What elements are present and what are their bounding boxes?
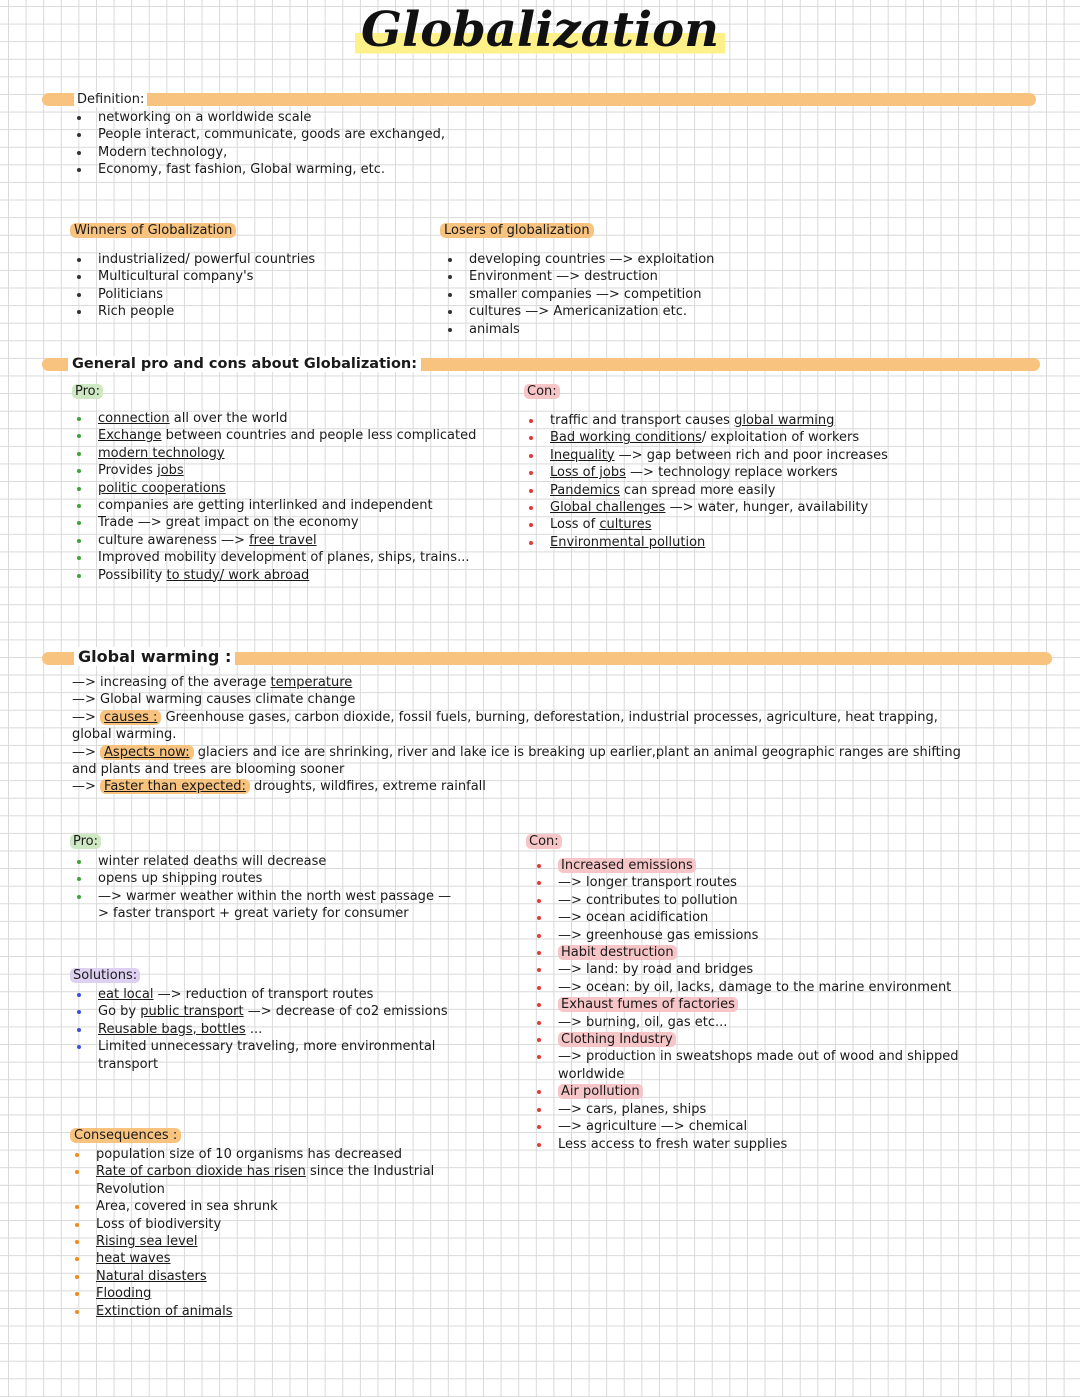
- list-item: Modern technology,: [74, 144, 634, 161]
- list-item: Go by public transport —> decrease of co2 emissions: [74, 1003, 494, 1020]
- list-item: population size of 10 organisms has decreased: [72, 1146, 492, 1163]
- list-item: Rate of carbon dioxide has risen since the Industrial Revolution: [72, 1163, 492, 1198]
- list-item: —> burning, oil, gas etc...: [534, 1014, 1004, 1031]
- list-item: developing countries —> exploitation: [445, 251, 845, 268]
- list-item: —> cars, planes, ships: [534, 1101, 1004, 1118]
- list-item: winter related deaths will decrease: [74, 853, 454, 870]
- list-item: Increased emissions: [534, 857, 1004, 874]
- list-item: Rich people: [74, 303, 414, 320]
- list-item: —> land: by road and bridges: [534, 961, 1004, 978]
- consequences-label: Consequences :: [70, 1128, 181, 1143]
- general-pro-label: Pro:: [72, 384, 103, 399]
- winners-label: Winners of Globalization: [70, 223, 236, 238]
- list-item: Environmental pollution: [526, 534, 966, 551]
- list-item: —> agriculture —> chemical: [534, 1118, 1004, 1135]
- list-item: Less access to fresh water supplies: [534, 1136, 1004, 1153]
- list-item: People interact, communicate, goods are exchanged,: [74, 126, 634, 143]
- gw-con-label: Con:: [526, 834, 562, 849]
- warming-line: —> causes : Greenhouse gases, carbon dioxide, fossil fuels, burning, deforestation, industrial processes, agriculture, heat trapping, global warming.: [72, 709, 938, 743]
- warming-line: —> Faster than expected: droughts, wildfires, extreme rainfall: [72, 779, 486, 795]
- general-heading: General pro and cons about Globalization:: [68, 356, 421, 372]
- warming-text: [72, 674, 977, 796]
- consequences-list: [72, 1146, 492, 1320]
- warming-line: —> Aspects now: glaciers and ice are shrinking, river and lake ice is breaking up earlier,plant an animal geographic ranges are shifting and plants and trees are blooming sooner: [72, 744, 961, 778]
- list-item: Global challenges —> water, hunger, availability: [526, 499, 966, 516]
- page-title-text: Globalization: [355, 2, 725, 58]
- losers-label: Losers of globalization: [440, 223, 594, 238]
- list-item: Inequality —> gap between rich and poor increases: [526, 447, 966, 464]
- losers-list: [445, 251, 845, 338]
- list-item: Bad working conditions/ exploitation of workers: [526, 429, 966, 446]
- list-item: Environment —> destruction: [445, 268, 845, 285]
- list-item: modern technology: [74, 445, 514, 462]
- definition-label: Definition:: [74, 92, 147, 107]
- list-item: Exhaust fumes of factories: [534, 996, 1004, 1013]
- gw-pro-label: Pro:: [70, 834, 101, 849]
- definition-bar: [42, 93, 1036, 106]
- list-item: Extinction of animals: [72, 1303, 492, 1320]
- list-item: opens up shipping routes: [74, 870, 454, 887]
- list-item: Multicultural company's: [74, 268, 414, 285]
- list-item: companies are getting interlinked and independent: [74, 497, 514, 514]
- list-item: eat local —> reduction of transport routes: [74, 986, 494, 1003]
- gw-pro-list: [74, 853, 454, 923]
- list-item: culture awareness —> free travel: [74, 532, 514, 549]
- list-item: Economy, fast fashion, Global warming, etc.: [74, 161, 634, 178]
- list-item: Limited unnecessary traveling, more environmental transport: [74, 1038, 494, 1073]
- list-item: Loss of cultures: [526, 516, 966, 533]
- list-item: Flooding: [72, 1285, 492, 1302]
- list-item: —> warmer weather within the north west passage —> faster transport + great variety for consumer: [74, 888, 454, 923]
- list-item: Exchange between countries and people less complicated: [74, 427, 514, 444]
- list-item: industrialized/ powerful countries: [74, 251, 414, 268]
- warming-line: —> Global warming causes climate change: [72, 692, 356, 708]
- list-item: Air pollution: [534, 1083, 1004, 1100]
- list-item: connection all over the world: [74, 410, 514, 427]
- list-item: networking on a worldwide scale: [74, 109, 634, 126]
- list-item: Reusable bags, bottles ...: [74, 1021, 494, 1038]
- definition-list: [74, 109, 634, 179]
- list-item: traffic and transport causes global warming: [526, 412, 966, 429]
- page-title: [0, 2, 1080, 58]
- list-item: —> contributes to pollution: [534, 892, 1004, 909]
- warming-line: —> increasing of the average temperature: [72, 675, 353, 690]
- list-item: Loss of biodiversity: [72, 1216, 492, 1233]
- general-con-label: Con:: [524, 384, 560, 399]
- list-item: Possibility to study/ work abroad: [74, 567, 514, 584]
- list-item: Loss of jobs —> technology replace workers: [526, 464, 966, 481]
- list-item: —> ocean: by oil, lacks, damage to the marine environment: [534, 979, 1004, 996]
- list-item: smaller companies —> competition: [445, 286, 845, 303]
- general-con-list: [526, 412, 966, 551]
- list-item: Provides jobs: [74, 462, 514, 479]
- list-item: Rising sea level: [72, 1233, 492, 1250]
- list-item: Pandemics can spread more easily: [526, 482, 966, 499]
- list-item: politic cooperations: [74, 480, 514, 497]
- list-item: Trade —> great impact on the economy: [74, 514, 514, 531]
- solutions-label: Solutions:: [70, 968, 140, 983]
- list-item: —> greenhouse gas emissions: [534, 927, 1004, 944]
- list-item: Natural disasters: [72, 1268, 492, 1285]
- list-item: animals: [445, 321, 845, 338]
- list-item: Improved mobility development of planes, ships, trains...: [74, 549, 514, 566]
- list-item: cultures —> Americanization etc.: [445, 303, 845, 320]
- general-pro-list: [74, 410, 514, 584]
- list-item: Habit destruction: [534, 944, 1004, 961]
- list-item: Area, covered in sea shrunk: [72, 1198, 492, 1215]
- solutions-list: [74, 986, 494, 1073]
- list-item: heat waves: [72, 1250, 492, 1267]
- list-item: Clothing Industry: [534, 1031, 1004, 1048]
- gw-con-list: [534, 857, 1004, 1153]
- winners-list: [74, 251, 414, 321]
- list-item: Politicians: [74, 286, 414, 303]
- list-item: —> ocean acidification: [534, 909, 1004, 926]
- list-item: —> longer transport routes: [534, 874, 1004, 891]
- warming-heading: Global warming :: [74, 647, 235, 666]
- list-item: —> production in sweatshops made out of wood and shipped worldwide: [534, 1048, 1004, 1083]
